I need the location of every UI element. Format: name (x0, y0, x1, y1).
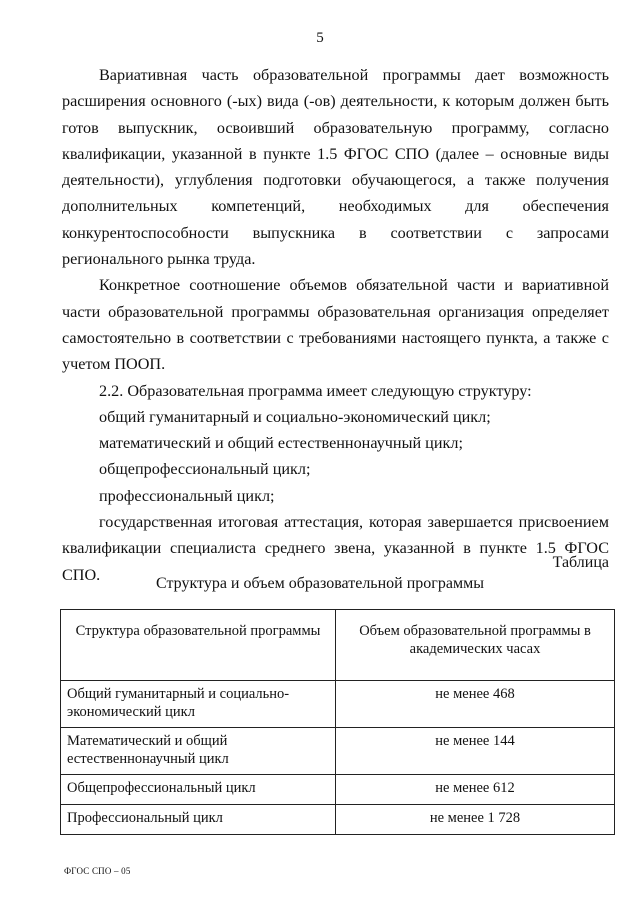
table-cell-value: не менее 612 (336, 775, 615, 805)
paragraph-variative-part: Вариативная часть образовательной программы дает возможность расширения основного (-ых) вида (-ов) деятельности, к которым должен быть готов выпускник, освоивший образовательную программу, согласно квалификации, указанной в пункте 1.5 ФГОС СПО (далее – основные виды деятельности), углубления подготовки обучающегося, а также получения дополнительных компетенций, необходимых для обеспечения конкурентоспособности выпускника в соответствии с запросами регионального рынка труда. (62, 66, 609, 269)
structure-item-professional: профессиональный цикл; (99, 486, 275, 505)
table-header-row (61, 610, 615, 681)
table-cell-name: Математический и общий естественнонаучный цикл (61, 728, 336, 775)
table-header-volume: Объем образовательной программы в академических часах (336, 610, 615, 681)
table-label: Таблица (552, 554, 609, 571)
structure-item-math: математический и общий естественнонаучный цикл; (99, 434, 463, 453)
page-number: 5 (316, 30, 324, 46)
table-row (61, 805, 615, 835)
paragraph-ratio: Конкретное соотношение объемов обязательной части и вариативной части образовательной программы образовательная организация определяет самостоятельно в соответствии с требованиями настоящего пункта, а также с учетом ПООП. (62, 276, 609, 374)
structure-item-final-attestation: государственная итоговая аттестация, которая завершается присвоением квалификации специалиста среднего звена, указанной в пункте 1.5 ФГОС СПО. (62, 513, 609, 584)
table-cell-name: Общий гуманитарный и социально-экономический цикл (61, 681, 336, 728)
structure-table (60, 609, 615, 835)
paragraph-structure-intro: 2.2. Образовательная программа имеет следующую структуру: (99, 381, 532, 400)
structure-item-general-professional: общепрофессиональный цикл; (99, 460, 311, 479)
table-row (61, 728, 615, 775)
table-cell-value: не менее 144 (336, 728, 615, 775)
table-cell-value: не менее 1 728 (336, 805, 615, 835)
document-body (62, 62, 609, 588)
table-cell-name: Профессиональный цикл (61, 805, 336, 835)
table-row (61, 775, 615, 805)
footer-document-code: ФГОС СПО – 05 (64, 866, 131, 876)
structure-item-humanitarian: общий гуманитарный и социально-экономический цикл; (99, 407, 491, 426)
table-header-structure: Структура образовательной программы (61, 610, 336, 681)
table-row (61, 681, 615, 728)
table-title: Структура и объем образовательной программы (156, 575, 484, 592)
table-cell-name: Общепрофессиональный цикл (61, 775, 336, 805)
table-cell-value: не менее 468 (336, 681, 615, 728)
